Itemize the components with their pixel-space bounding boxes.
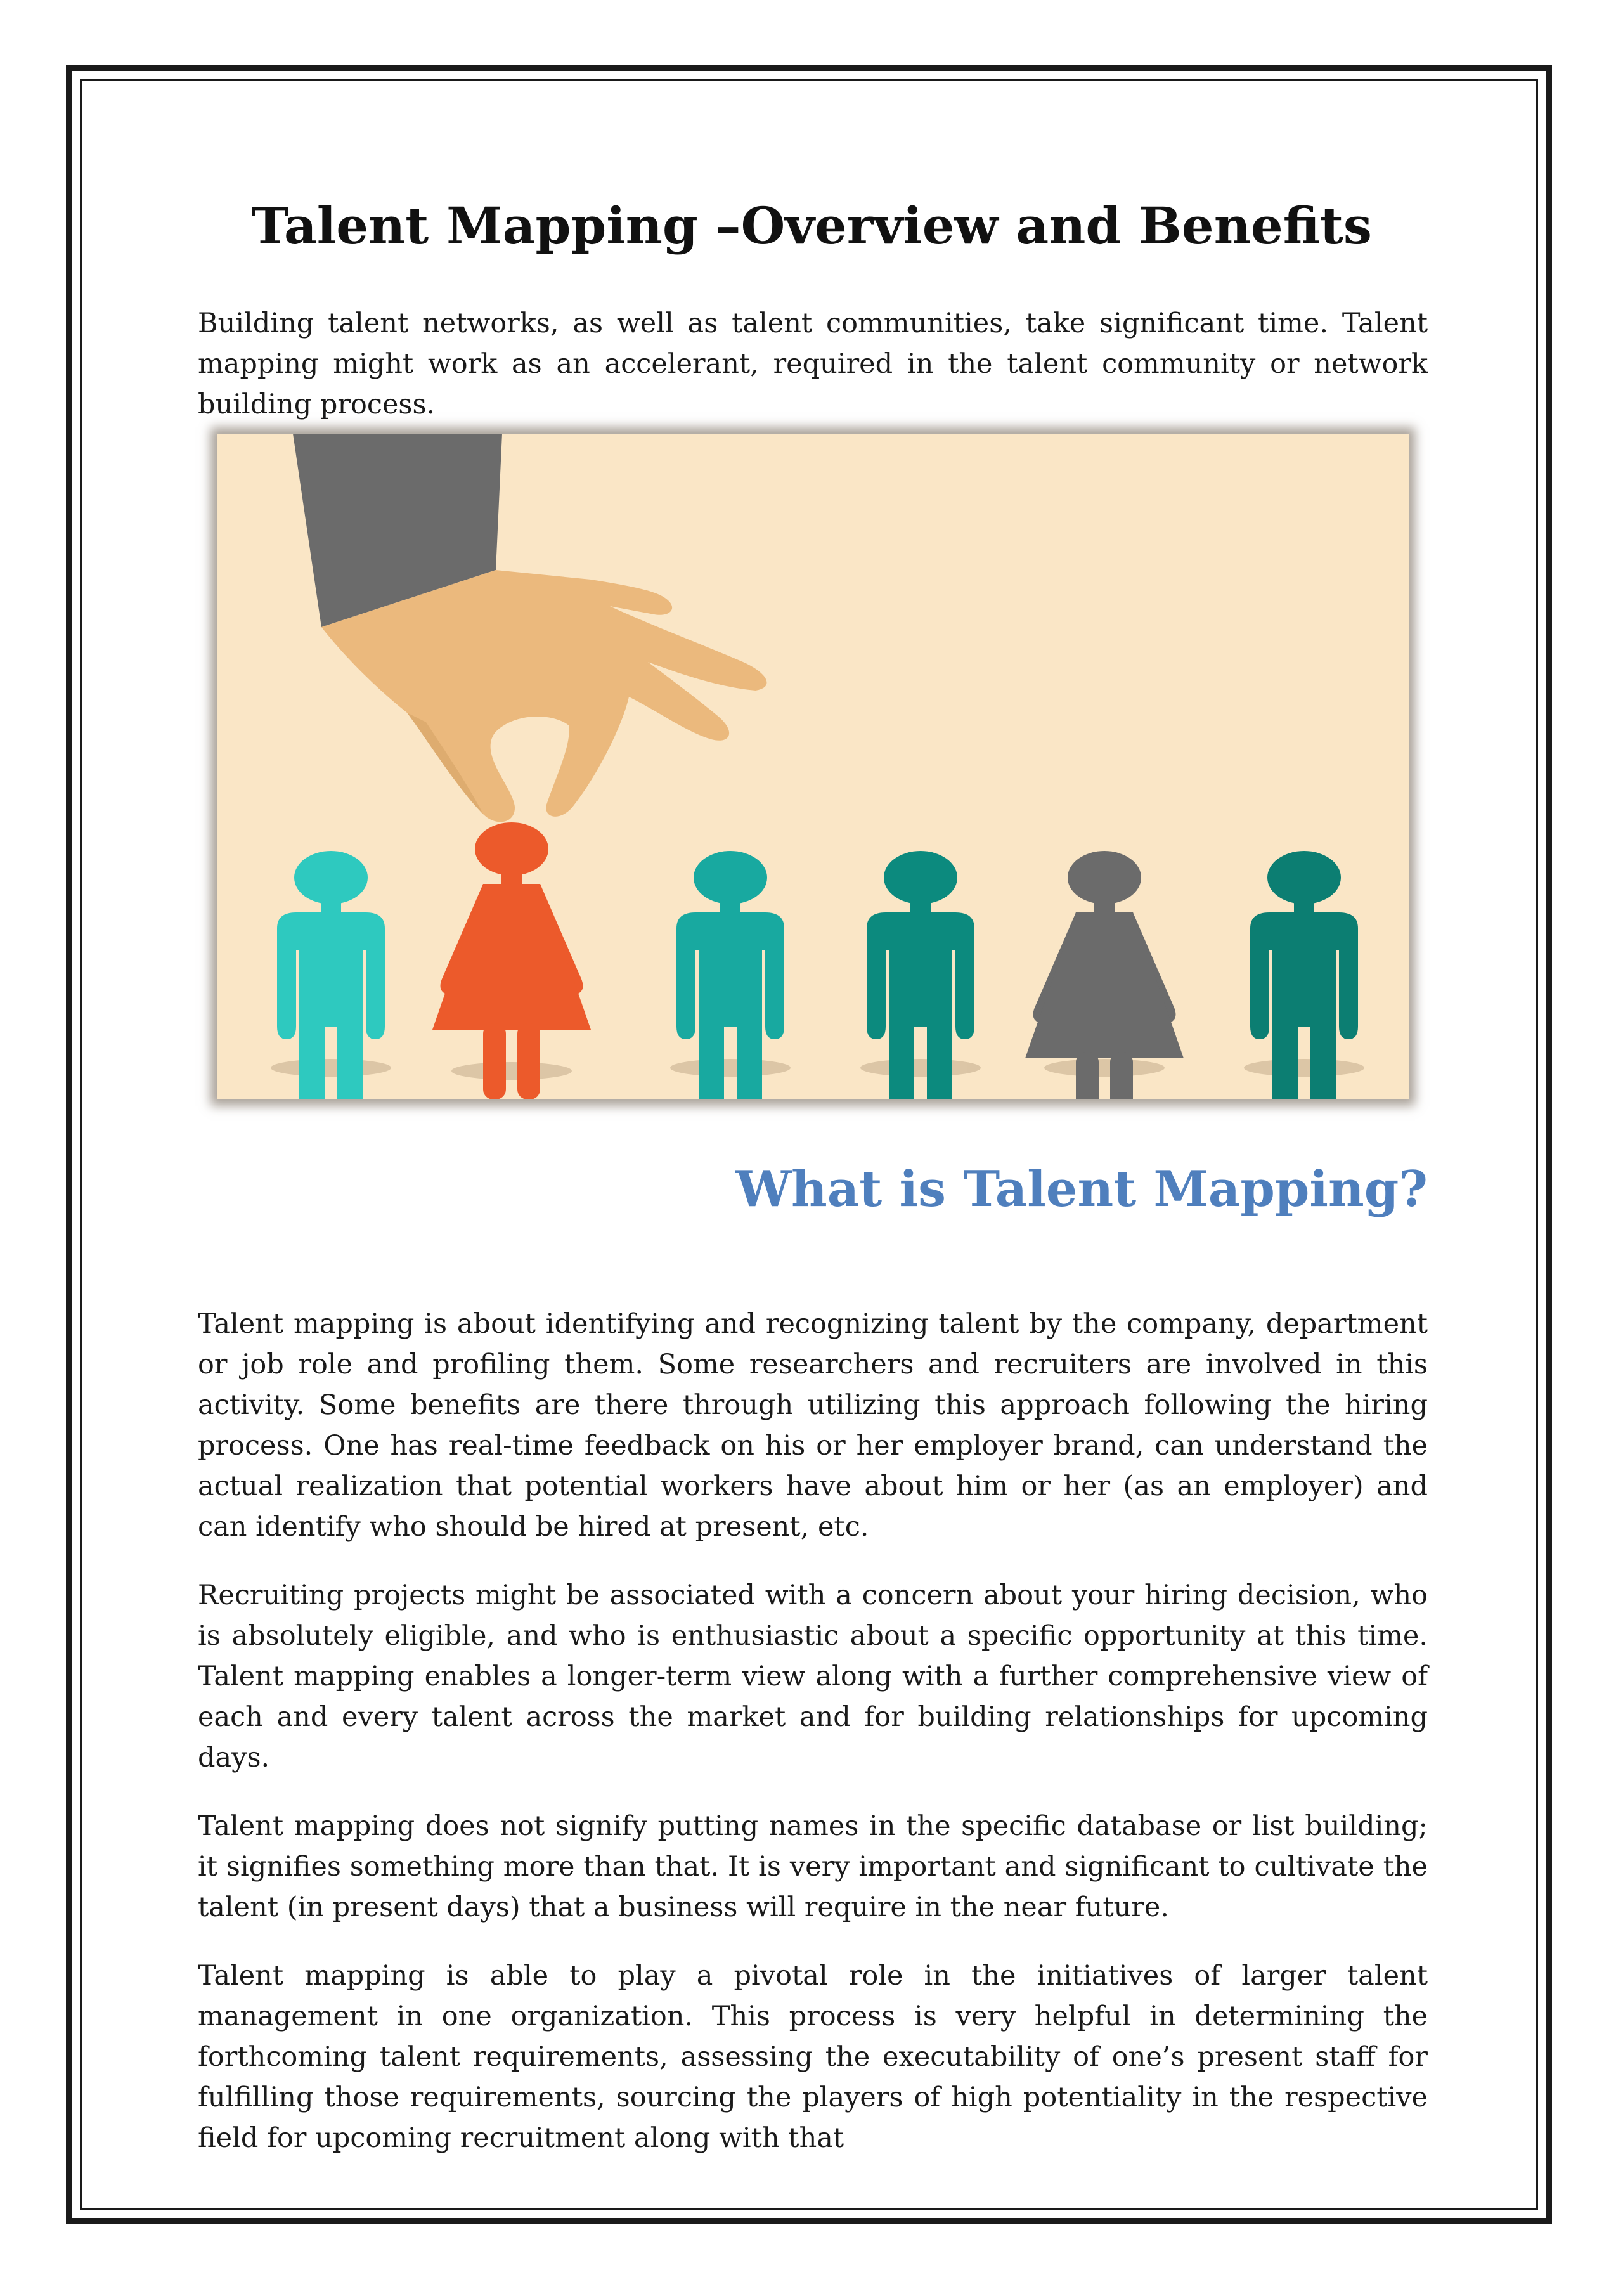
- hand-shape: [321, 570, 766, 822]
- figure-shadows: [271, 1059, 1364, 1080]
- body-text: [198, 1304, 1428, 2186]
- document-title: Talent Mapping –Overview and Benefits: [251, 196, 1372, 256]
- body-paragraph: Talent mapping does not signify putting names in the specific database or list building; it signifies something more than that. It is very important and significant to cultivate the talent (in present days) that a business will require in the near future.: [198, 1810, 1428, 1923]
- woman-figure: [432, 822, 591, 1099]
- body-paragraph: Talent mapping is about identifying and recognizing talent by the company, department or job role and profiling them. Some researchers and recruiters are involved in this activity. Some benefits are there through utilizing this approach following the hiring process. One has real-time feedback on his or her employer brand, can understand the actual realization that potential workers have about him or her (as an employer) and can identify who should be hired at present, etc.: [198, 1308, 1428, 1543]
- intro-paragraph: Building talent networks, as well as talent communities, take significant time. Talent mapping might work as an accelerant, required in the talent community or network building process.: [198, 308, 1428, 420]
- talent-illustration: [217, 434, 1409, 1099]
- figures-group: [277, 822, 1358, 1099]
- body-paragraph: Recruiting projects might be associated with a concern about your hiring decision, who is absolutely eligible, and who is enthusiastic about a specific opportunity at this time. Talent mapping enables a longer-term view along with a further comprehensive view of each and every talent across the market and for building relationships for upcoming days.: [198, 1579, 1428, 1774]
- section-heading: What is Talent Mapping?: [735, 1160, 1428, 1218]
- body-paragraph: Talent mapping is able to play a pivotal role in the initiatives of larger talent management in one organization. This process is very helpful in determining the forthcoming talent requirements, assessing the executability of one’s present staff for fulfilling those requirements, sourcing the players of high potentiality in the respective field for upcoming recruitment along with that: [198, 1960, 1428, 2154]
- illustration-svg: [217, 434, 1409, 1099]
